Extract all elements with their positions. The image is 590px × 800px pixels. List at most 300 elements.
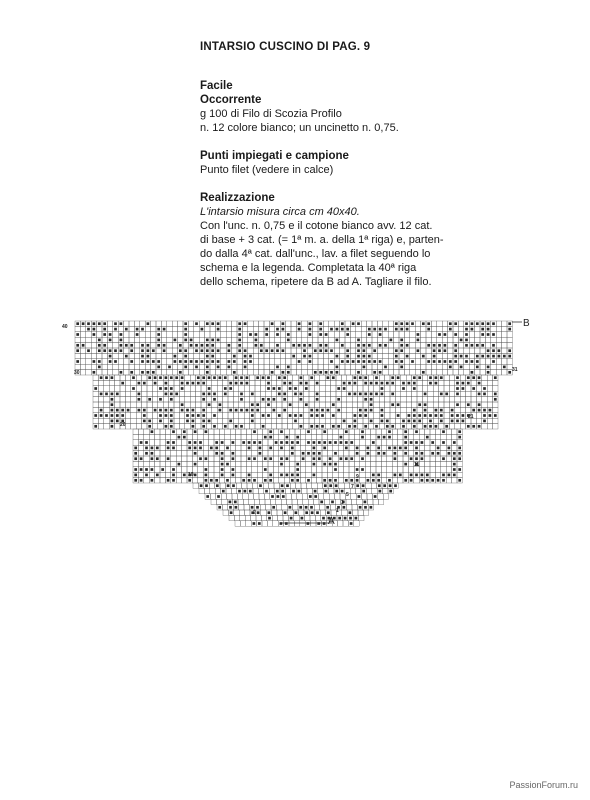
grid-cell xyxy=(388,353,393,358)
grid-cell xyxy=(178,326,183,331)
grid-cell xyxy=(325,397,330,402)
grid-cell xyxy=(439,380,444,385)
grid-cell xyxy=(287,407,292,412)
filled-cell xyxy=(298,490,301,493)
grid-cell xyxy=(225,451,230,456)
grid-cell xyxy=(171,451,176,456)
filled-cell xyxy=(362,484,365,487)
filled-cell xyxy=(313,463,316,466)
filled-cell xyxy=(167,441,170,444)
grid-cell xyxy=(263,461,268,466)
grid-cell xyxy=(80,353,85,358)
grid-cell xyxy=(302,370,307,375)
grid-cell xyxy=(203,434,208,439)
grid-cell xyxy=(129,364,134,369)
grid-cell xyxy=(288,510,293,515)
filled-cell xyxy=(334,452,337,455)
grid-cell xyxy=(165,467,170,472)
grid-cell xyxy=(439,424,444,429)
grid-cell xyxy=(113,364,118,369)
grid-cell xyxy=(185,397,190,402)
filled-cell xyxy=(338,517,341,520)
grid-cell xyxy=(365,461,370,466)
grid-cell xyxy=(120,386,125,391)
filled-cell xyxy=(127,409,130,412)
grid-cell xyxy=(293,397,298,402)
grid-cell xyxy=(125,380,130,385)
filled-cell xyxy=(226,463,229,466)
grid-cell xyxy=(329,343,334,348)
grid-cell xyxy=(120,397,125,402)
grid-cell xyxy=(225,456,230,461)
grid-cell xyxy=(475,370,480,375)
filled-cell xyxy=(170,420,173,423)
grid-cell xyxy=(388,348,393,353)
filled-cell xyxy=(478,376,481,379)
filled-cell xyxy=(373,371,376,374)
filled-cell xyxy=(316,409,319,412)
filled-cell xyxy=(271,322,274,325)
filled-cell xyxy=(258,522,261,525)
filled-cell xyxy=(373,360,376,363)
grid-cell xyxy=(276,499,281,504)
filled-cell xyxy=(205,474,208,477)
grid-cell xyxy=(383,494,388,499)
grid-cell xyxy=(365,472,370,477)
filled-cell xyxy=(318,457,321,460)
grid-cell xyxy=(417,391,422,396)
filled-cell xyxy=(345,441,348,444)
grid-cell xyxy=(225,467,230,472)
grid-cell xyxy=(113,332,118,337)
grid-cell xyxy=(435,461,440,466)
filled-cell xyxy=(349,517,352,520)
filled-cell xyxy=(262,414,265,417)
instructions-section xyxy=(200,191,500,289)
grid-cell xyxy=(131,397,136,402)
grid-cell xyxy=(349,429,354,434)
filled-cell xyxy=(307,479,310,482)
filled-cell xyxy=(370,506,373,509)
grid-cell xyxy=(287,391,292,396)
filled-cell xyxy=(426,479,429,482)
grid-cell xyxy=(401,413,406,418)
grid-cell xyxy=(206,380,211,385)
grid-cell xyxy=(381,467,386,472)
filled-cell xyxy=(310,376,313,379)
grid-cell xyxy=(336,402,341,407)
grid-cell xyxy=(147,413,152,418)
filled-cell xyxy=(165,409,168,412)
filled-cell xyxy=(379,360,382,363)
grid-cell xyxy=(223,380,228,385)
grid-cell xyxy=(291,370,296,375)
filled-cell xyxy=(195,349,198,352)
grid-cell xyxy=(302,326,307,331)
filled-cell xyxy=(273,398,276,401)
filled-cell xyxy=(313,452,316,455)
grid-cell xyxy=(487,402,492,407)
grid-cell xyxy=(125,413,130,418)
grid-cell xyxy=(219,478,224,483)
filled-cell xyxy=(151,447,154,450)
filled-cell xyxy=(460,355,463,358)
grid-cell xyxy=(366,483,371,488)
filled-cell xyxy=(136,333,139,336)
filled-cell xyxy=(458,436,461,439)
filled-cell xyxy=(314,490,317,493)
grid-cell xyxy=(296,483,301,488)
grid-cell xyxy=(196,407,201,412)
grid-cell xyxy=(93,418,98,423)
filled-cell xyxy=(364,393,367,396)
filled-cell xyxy=(408,420,411,423)
grid-cell xyxy=(376,429,381,434)
grid-cell xyxy=(341,407,346,412)
grid-cell xyxy=(372,337,377,342)
filled-cell xyxy=(251,409,254,412)
grid-cell xyxy=(446,440,451,445)
filled-cell xyxy=(238,490,241,493)
grid-cell xyxy=(338,451,343,456)
grid-cell xyxy=(97,332,102,337)
filled-cell xyxy=(451,414,454,417)
filled-cell xyxy=(350,479,353,482)
grid-cell xyxy=(354,461,359,466)
filled-cell xyxy=(323,479,326,482)
grid-cell xyxy=(221,370,226,375)
filled-cell xyxy=(291,441,294,444)
grid-cell xyxy=(360,461,365,466)
grid-cell xyxy=(338,467,343,472)
filled-cell xyxy=(325,490,328,493)
grid-cell xyxy=(151,337,156,342)
grid-cell xyxy=(254,499,259,504)
filled-cell xyxy=(291,479,294,482)
grid-cell xyxy=(259,494,264,499)
grid-cell xyxy=(226,488,231,493)
grid-cell xyxy=(276,505,281,510)
grid-cell xyxy=(161,353,166,358)
filled-cell xyxy=(460,366,463,369)
grid-cell xyxy=(320,418,325,423)
filled-cell xyxy=(87,322,90,325)
grid-cell xyxy=(342,510,347,515)
grid-cell xyxy=(212,402,217,407)
filled-cell xyxy=(181,409,184,412)
grid-cell xyxy=(377,337,382,342)
grid-cell xyxy=(129,353,134,358)
filled-cell xyxy=(286,474,289,477)
filled-cell xyxy=(303,355,306,358)
grid-cell xyxy=(244,386,249,391)
filled-cell xyxy=(240,382,243,385)
grid-cell xyxy=(147,391,152,396)
filled-cell xyxy=(213,398,216,401)
grid-cell xyxy=(387,472,392,477)
grid-cell xyxy=(204,488,209,493)
grid-cell xyxy=(232,494,237,499)
filled-cell xyxy=(116,409,119,412)
grid-cell xyxy=(248,494,253,499)
grid-cell xyxy=(414,478,419,483)
grid-cell xyxy=(406,407,411,412)
grid-cell xyxy=(350,332,355,337)
grid-cell xyxy=(80,364,85,369)
filled-cell xyxy=(492,355,495,358)
grid-cell xyxy=(376,440,381,445)
filled-cell xyxy=(424,403,427,406)
grid-cell xyxy=(131,402,136,407)
grid-cell xyxy=(255,424,260,429)
grid-cell xyxy=(502,370,507,375)
filled-cell xyxy=(181,376,184,379)
grid-cell xyxy=(250,375,255,380)
grid-cell xyxy=(188,321,193,326)
grid-cell xyxy=(341,397,346,402)
grid-cell xyxy=(313,364,318,369)
grid-cell xyxy=(174,413,179,418)
grid-cell xyxy=(408,445,413,450)
grid-cell xyxy=(399,332,404,337)
grid-cell xyxy=(194,337,199,342)
filled-cell xyxy=(391,376,394,379)
grid-cell xyxy=(176,440,181,445)
grid-cell xyxy=(120,391,125,396)
grid-cell xyxy=(401,391,406,396)
grid-cell xyxy=(147,402,152,407)
grid-cell xyxy=(201,402,206,407)
filled-cell xyxy=(438,344,441,347)
grid-cell xyxy=(394,364,399,369)
filled-cell xyxy=(116,420,119,423)
grid-cell xyxy=(349,472,354,477)
grid-cell xyxy=(280,364,285,369)
grid-cell xyxy=(371,451,376,456)
grid-cell xyxy=(124,359,129,364)
grid-cell xyxy=(172,370,177,375)
filled-cell xyxy=(217,339,220,342)
grid-cell xyxy=(230,461,235,466)
filled-cell xyxy=(111,420,114,423)
grid-cell xyxy=(458,321,463,326)
grid-cell xyxy=(487,375,492,380)
grid-cell xyxy=(323,321,328,326)
filled-cell xyxy=(215,441,218,444)
grid-cell xyxy=(172,343,177,348)
filled-cell xyxy=(154,376,157,379)
filled-cell xyxy=(143,409,146,412)
filled-cell xyxy=(244,349,247,352)
grid-cell xyxy=(466,397,471,402)
grid-cell xyxy=(163,418,168,423)
filled-cell xyxy=(275,441,278,444)
grid-cell xyxy=(398,467,403,472)
grid-cell xyxy=(345,370,350,375)
grid-cell xyxy=(169,402,174,407)
filled-cell xyxy=(316,382,319,385)
filled-cell xyxy=(238,328,241,331)
filled-cell xyxy=(492,322,495,325)
grid-cell xyxy=(176,456,181,461)
filled-cell xyxy=(337,398,340,401)
grid-cell xyxy=(444,402,449,407)
grid-cell xyxy=(421,332,426,337)
filled-cell xyxy=(170,393,173,396)
filled-cell xyxy=(334,468,337,471)
grid-cell xyxy=(334,321,339,326)
filled-cell xyxy=(233,371,236,374)
grid-cell xyxy=(269,353,274,358)
grid-cell xyxy=(304,413,309,418)
filled-cell xyxy=(242,441,245,444)
filled-cell xyxy=(375,393,378,396)
grid-cell xyxy=(185,375,190,380)
grid-cell xyxy=(220,483,225,488)
filled-cell xyxy=(346,349,349,352)
filled-cell xyxy=(265,328,268,331)
filled-cell xyxy=(465,344,468,347)
filled-cell xyxy=(216,484,219,487)
grid-cell xyxy=(124,370,129,375)
filled-cell xyxy=(205,468,208,471)
grid-cell xyxy=(260,391,265,396)
grid-cell xyxy=(259,332,264,337)
filled-cell xyxy=(330,349,333,352)
grid-cell xyxy=(271,418,276,423)
filled-cell xyxy=(157,328,160,331)
grid-cell xyxy=(107,326,112,331)
grid-cell xyxy=(259,364,264,369)
filled-cell xyxy=(148,425,151,428)
grid-cell xyxy=(167,337,172,342)
filled-cell xyxy=(145,441,148,444)
grid-cell xyxy=(190,375,195,380)
grid-cell xyxy=(252,461,257,466)
grid-cell xyxy=(225,429,230,434)
grid-cell xyxy=(291,326,296,331)
grid-cell xyxy=(178,321,183,326)
filled-cell xyxy=(232,452,235,455)
grid-cell xyxy=(388,326,393,331)
grid-cell xyxy=(113,343,118,348)
filled-cell xyxy=(300,393,303,396)
filled-cell xyxy=(184,328,187,331)
filled-cell xyxy=(362,490,365,493)
grid-cell xyxy=(307,370,312,375)
grid-cell xyxy=(358,386,363,391)
filled-cell xyxy=(148,398,151,401)
grid-cell xyxy=(176,467,181,472)
grid-cell xyxy=(318,359,323,364)
filled-cell xyxy=(183,430,186,433)
grid-cell xyxy=(433,397,438,402)
filled-cell xyxy=(145,452,148,455)
filled-cell xyxy=(269,479,272,482)
grid-cell xyxy=(403,472,408,477)
filled-cell xyxy=(368,355,371,358)
grid-cell xyxy=(125,397,130,402)
filled-cell xyxy=(300,398,303,401)
filled-cell xyxy=(175,376,178,379)
filled-cell xyxy=(336,355,339,358)
grid-cell xyxy=(345,337,350,342)
grid-cell xyxy=(390,418,395,423)
grid-cell xyxy=(347,418,352,423)
grid-cell xyxy=(198,451,203,456)
grid-cell xyxy=(312,483,317,488)
grid-cell xyxy=(469,337,474,342)
grid-cell xyxy=(241,434,246,439)
grid-cell xyxy=(367,364,372,369)
filled-cell xyxy=(508,328,511,331)
filled-cell xyxy=(148,420,151,423)
filled-cell xyxy=(442,457,445,460)
grid-cell xyxy=(317,467,322,472)
grid-cell xyxy=(163,397,168,402)
grid-cell xyxy=(266,407,271,412)
grid-cell xyxy=(266,418,271,423)
grid-cell xyxy=(457,461,462,466)
marker-a: A xyxy=(328,516,335,527)
grid-cell xyxy=(496,326,501,331)
grid-cell xyxy=(196,386,201,391)
grid-cell xyxy=(471,397,476,402)
filled-cell xyxy=(372,479,375,482)
filled-cell xyxy=(194,463,197,466)
grid-cell xyxy=(277,407,282,412)
grid-cell xyxy=(439,386,444,391)
grid-cell xyxy=(303,499,308,504)
grid-cell xyxy=(417,407,422,412)
grid-cell xyxy=(219,434,224,439)
grid-cell xyxy=(233,402,238,407)
filled-cell xyxy=(232,441,235,444)
filled-cell xyxy=(397,414,400,417)
grid-cell xyxy=(334,359,339,364)
filled-cell xyxy=(381,409,384,412)
grid-cell xyxy=(325,380,330,385)
grid-cell xyxy=(134,370,139,375)
grid-cell xyxy=(196,391,201,396)
filled-cell xyxy=(319,333,322,336)
grid-cell xyxy=(480,359,485,364)
grid-cell xyxy=(311,521,316,526)
filled-cell xyxy=(159,414,162,417)
grid-cell xyxy=(480,364,485,369)
filled-cell xyxy=(337,425,340,428)
filled-cell xyxy=(472,376,475,379)
grid-cell xyxy=(271,380,276,385)
grid-cell xyxy=(280,332,285,337)
grid-cell xyxy=(236,434,241,439)
grid-cell xyxy=(487,391,492,396)
filled-cell xyxy=(109,360,112,363)
grid-cell xyxy=(356,364,361,369)
grid-cell xyxy=(452,429,457,434)
grid-cell xyxy=(260,418,265,423)
grid-cell xyxy=(349,451,354,456)
grid-cell xyxy=(385,386,390,391)
filled-cell xyxy=(356,447,359,450)
filled-cell xyxy=(465,322,468,325)
filled-cell xyxy=(476,322,479,325)
filled-cell xyxy=(217,322,220,325)
grid-cell xyxy=(448,343,453,348)
filled-cell xyxy=(120,371,123,374)
filled-cell xyxy=(357,371,360,374)
filled-cell xyxy=(183,436,186,439)
